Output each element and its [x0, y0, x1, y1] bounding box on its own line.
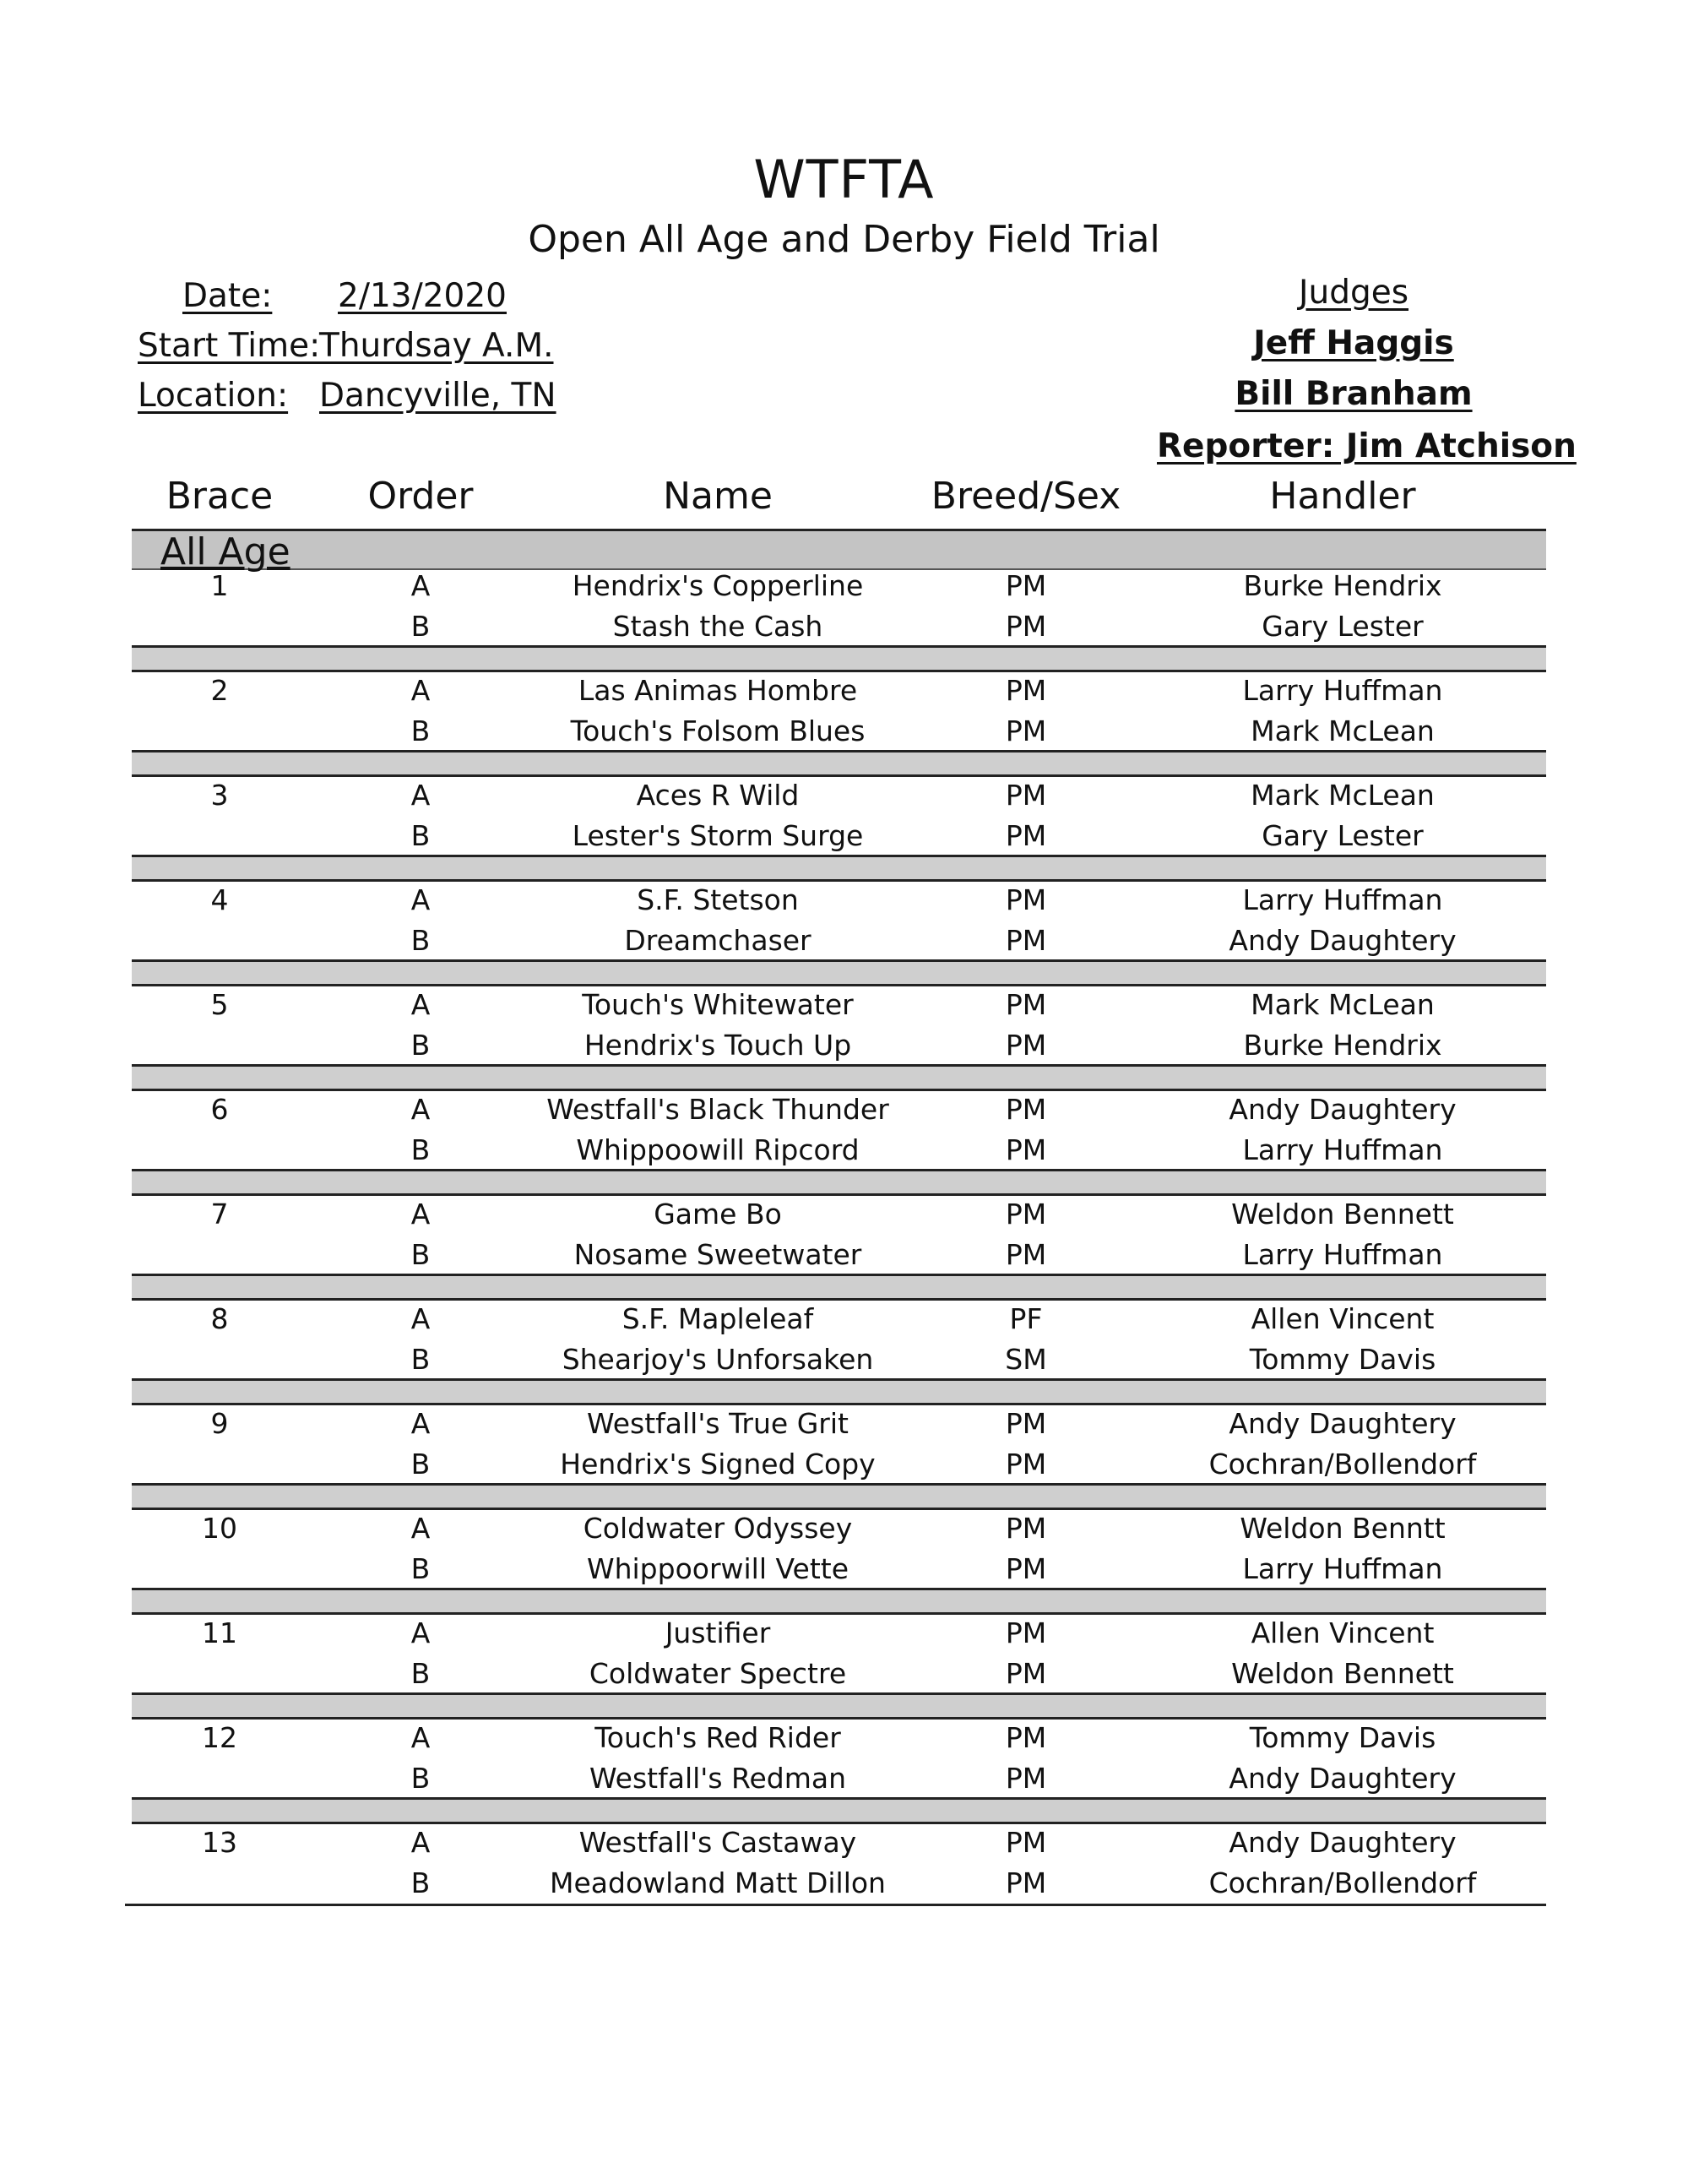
handler-cell: Andy Daughtery [1229, 1407, 1457, 1440]
handler-cell: Mark McLean [1251, 779, 1435, 812]
breed-sex-cell: PM [1005, 1198, 1047, 1231]
dog-name-cell: Hendrix's Copperline [572, 569, 864, 602]
dog-name-cell: Dreamchaser [624, 924, 811, 957]
brace-number: 8 [210, 1302, 229, 1335]
breed-sex-cell: PM [1005, 1721, 1047, 1754]
order-cell: A [410, 1407, 431, 1440]
dog-name-cell: Meadowland Matt Dillon [550, 1866, 886, 1899]
order-cell: A [410, 1198, 431, 1231]
brace-number: 9 [210, 1407, 229, 1440]
handler-cell: Tommy Davis [1249, 1721, 1436, 1754]
brace-separator [132, 1064, 1546, 1091]
brace-separator [132, 959, 1546, 986]
handler-cell: Cochran/Bollendorf [1208, 1448, 1477, 1480]
brace-separator [132, 1588, 1546, 1615]
brace-number: 1 [210, 569, 229, 602]
breed-sex-cell: PM [1005, 1448, 1047, 1480]
handler-cell: Larry Huffman [1242, 1552, 1443, 1585]
breed-sex-cell: PM [1005, 1093, 1047, 1126]
dog-name-cell: Hendrix's Touch Up [583, 1029, 852, 1062]
brace-number: 13 [202, 1826, 237, 1859]
breed-sex-cell: PM [1005, 1616, 1047, 1649]
location-label: Location: [138, 377, 289, 415]
dog-name-cell: Touch's Whitewater [582, 988, 854, 1021]
order-cell: A [410, 569, 431, 602]
handler-cell: Gary Lester [1262, 819, 1424, 852]
document-subtitle: Open All Age and Derby Field Trial [528, 218, 1160, 261]
table-end-rule [125, 1904, 1546, 1906]
breed-sex-cell: PM [1005, 1866, 1047, 1899]
breed-sex-cell: PM [1005, 569, 1047, 602]
dog-name-cell: Aces R Wild [636, 779, 800, 812]
breed-sex-cell: SM [1005, 1343, 1047, 1376]
breed-sex-cell: PM [1005, 924, 1047, 957]
handler-cell: Larry Huffman [1242, 1238, 1443, 1271]
handler-cell: Weldon Bennett [1231, 1657, 1454, 1690]
order-cell: B [410, 1552, 431, 1585]
brace-separator [132, 645, 1546, 672]
order-cell: B [410, 924, 431, 957]
breed-sex-cell: PM [1005, 1512, 1047, 1545]
column-header-breed-sex: Breed/Sex [931, 475, 1121, 518]
order-cell: A [410, 988, 431, 1021]
dog-name-cell: S.F. Stetson [637, 883, 799, 916]
dog-name-cell: Touch's Red Rider [594, 1721, 841, 1754]
handler-cell: Andy Daughtery [1229, 1762, 1457, 1795]
brace-number: 12 [202, 1721, 237, 1754]
breed-sex-cell: PM [1005, 1133, 1047, 1166]
start-time-value: Thurdsay A.M. [319, 327, 554, 365]
dog-name-cell: Hendrix's Signed Copy [560, 1448, 876, 1480]
dog-name-cell: Westfall's Castaway [578, 1826, 857, 1859]
handler-cell: Allen Vincent [1251, 1616, 1435, 1649]
dog-name-cell: Westfall's Redman [589, 1762, 847, 1795]
handler-cell: Tommy Davis [1249, 1343, 1436, 1376]
dog-name-cell: Whippoorwill Vette [586, 1552, 849, 1585]
order-cell: B [410, 610, 431, 643]
handler-cell: Burke Hendrix [1243, 1029, 1442, 1062]
reporter: Reporter: Jim Atchison [1157, 427, 1577, 465]
breed-sex-cell: PM [1005, 1029, 1047, 1062]
order-cell: B [410, 1238, 431, 1271]
brace-number: 4 [210, 883, 229, 916]
brace-separator [132, 1692, 1546, 1719]
dog-name-cell: Las Animas Hombre [578, 674, 858, 707]
column-header-brace: Brace [166, 475, 274, 518]
order-cell: A [410, 674, 431, 707]
order-cell: B [410, 1448, 431, 1480]
order-cell: A [410, 779, 431, 812]
dog-name-cell: Touch's Folsom Blues [570, 714, 866, 747]
brace-separator [132, 855, 1546, 882]
breed-sex-cell: PM [1005, 714, 1047, 747]
breed-sex-cell: PM [1005, 779, 1047, 812]
dog-name-cell: Lester's Storm Surge [572, 819, 864, 852]
breed-sex-cell: PM [1005, 1826, 1047, 1859]
section-label-all-age: All Age [160, 530, 290, 573]
column-header-handler: Handler [1269, 475, 1416, 518]
handler-cell: Burke Hendrix [1243, 569, 1442, 602]
order-cell: A [410, 1721, 431, 1754]
brace-separator [132, 1797, 1546, 1824]
order-cell: B [410, 1133, 431, 1166]
handler-cell: Allen Vincent [1251, 1302, 1435, 1335]
handler-cell: Larry Huffman [1242, 883, 1443, 916]
handler-cell: Cochran/Bollendorf [1208, 1866, 1477, 1899]
judge-2: Bill Branham [1235, 375, 1473, 413]
handler-cell: Mark McLean [1251, 714, 1435, 747]
dog-name-cell: Shearjoy's Unforsaken [562, 1343, 874, 1376]
handler-cell: Gary Lester [1262, 610, 1424, 643]
brace-number: 6 [210, 1093, 229, 1126]
brace-number: 7 [210, 1198, 229, 1231]
brace-number: 2 [210, 674, 229, 707]
dog-name-cell: Whippoowill Ripcord [576, 1133, 860, 1166]
brace-number: 10 [202, 1512, 237, 1545]
breed-sex-cell: PM [1005, 1238, 1047, 1271]
order-cell: A [410, 1826, 431, 1859]
breed-sex-cell: PM [1005, 1657, 1047, 1690]
dog-name-cell: Coldwater Spectre [589, 1657, 847, 1690]
order-cell: A [410, 1512, 431, 1545]
brace-separator [132, 1274, 1546, 1301]
breed-sex-cell: PM [1005, 610, 1047, 643]
brace-separator [132, 750, 1546, 777]
dog-name-cell: Justifier [665, 1616, 771, 1649]
judges-heading: Judges [1298, 274, 1409, 312]
order-cell: B [410, 1866, 431, 1899]
brace-number: 3 [210, 779, 229, 812]
breed-sex-cell: PF [1009, 1302, 1043, 1335]
breed-sex-cell: PM [1005, 988, 1047, 1021]
breed-sex-cell: PM [1005, 1552, 1047, 1585]
order-cell: A [410, 883, 431, 916]
breed-sex-cell: PM [1005, 674, 1047, 707]
dog-name-cell: Westfall's True Grit [587, 1407, 849, 1440]
handler-cell: Mark McLean [1251, 988, 1435, 1021]
column-header-name: Name [663, 475, 773, 518]
brace-separator [132, 1378, 1546, 1405]
handler-cell: Andy Daughtery [1229, 924, 1457, 957]
document-title: WTFTA [753, 149, 935, 210]
dog-name-cell: Nosame Sweetwater [573, 1238, 862, 1271]
handler-cell: Larry Huffman [1242, 1133, 1443, 1166]
order-cell: A [410, 1616, 431, 1649]
order-cell: B [410, 1343, 431, 1376]
handler-cell: Andy Daughtery [1229, 1826, 1457, 1859]
dog-name-cell: S.F. Mapleleaf [621, 1302, 814, 1335]
order-cell: B [410, 714, 431, 747]
handler-cell: Andy Daughtery [1229, 1093, 1457, 1126]
order-cell: B [410, 819, 431, 852]
handler-cell: Larry Huffman [1242, 674, 1443, 707]
order-cell: A [410, 1093, 431, 1126]
handler-cell: Weldon Bennett [1231, 1198, 1454, 1231]
brace-separator [132, 1483, 1546, 1510]
start-time-label: Start Time: [138, 327, 321, 365]
handler-cell: Weldon Benntt [1240, 1512, 1446, 1545]
dog-name-cell: Stash the Cash [612, 610, 823, 643]
order-cell: B [410, 1029, 431, 1062]
order-cell: B [410, 1657, 431, 1690]
brace-number: 5 [210, 988, 229, 1021]
breed-sex-cell: PM [1005, 1407, 1047, 1440]
date-value: 2/13/2020 [338, 277, 507, 315]
location-value: Dancyville, TN [319, 377, 556, 415]
section-bar [132, 529, 1546, 570]
breed-sex-cell: PM [1005, 883, 1047, 916]
judge-1: Jeff Haggis [1253, 324, 1454, 362]
column-header-order: Order [367, 475, 474, 518]
dog-name-cell: Westfall's Black Thunder [546, 1093, 889, 1126]
breed-sex-cell: PM [1005, 819, 1047, 852]
breed-sex-cell: PM [1005, 1762, 1047, 1795]
brace-number: 11 [202, 1616, 237, 1649]
brace-separator [132, 1169, 1546, 1196]
date-label: Date: [182, 277, 273, 315]
order-cell: A [410, 1302, 431, 1335]
dog-name-cell: Coldwater Odyssey [583, 1512, 853, 1545]
dog-name-cell: Game Bo [654, 1198, 782, 1231]
order-cell: B [410, 1762, 431, 1795]
